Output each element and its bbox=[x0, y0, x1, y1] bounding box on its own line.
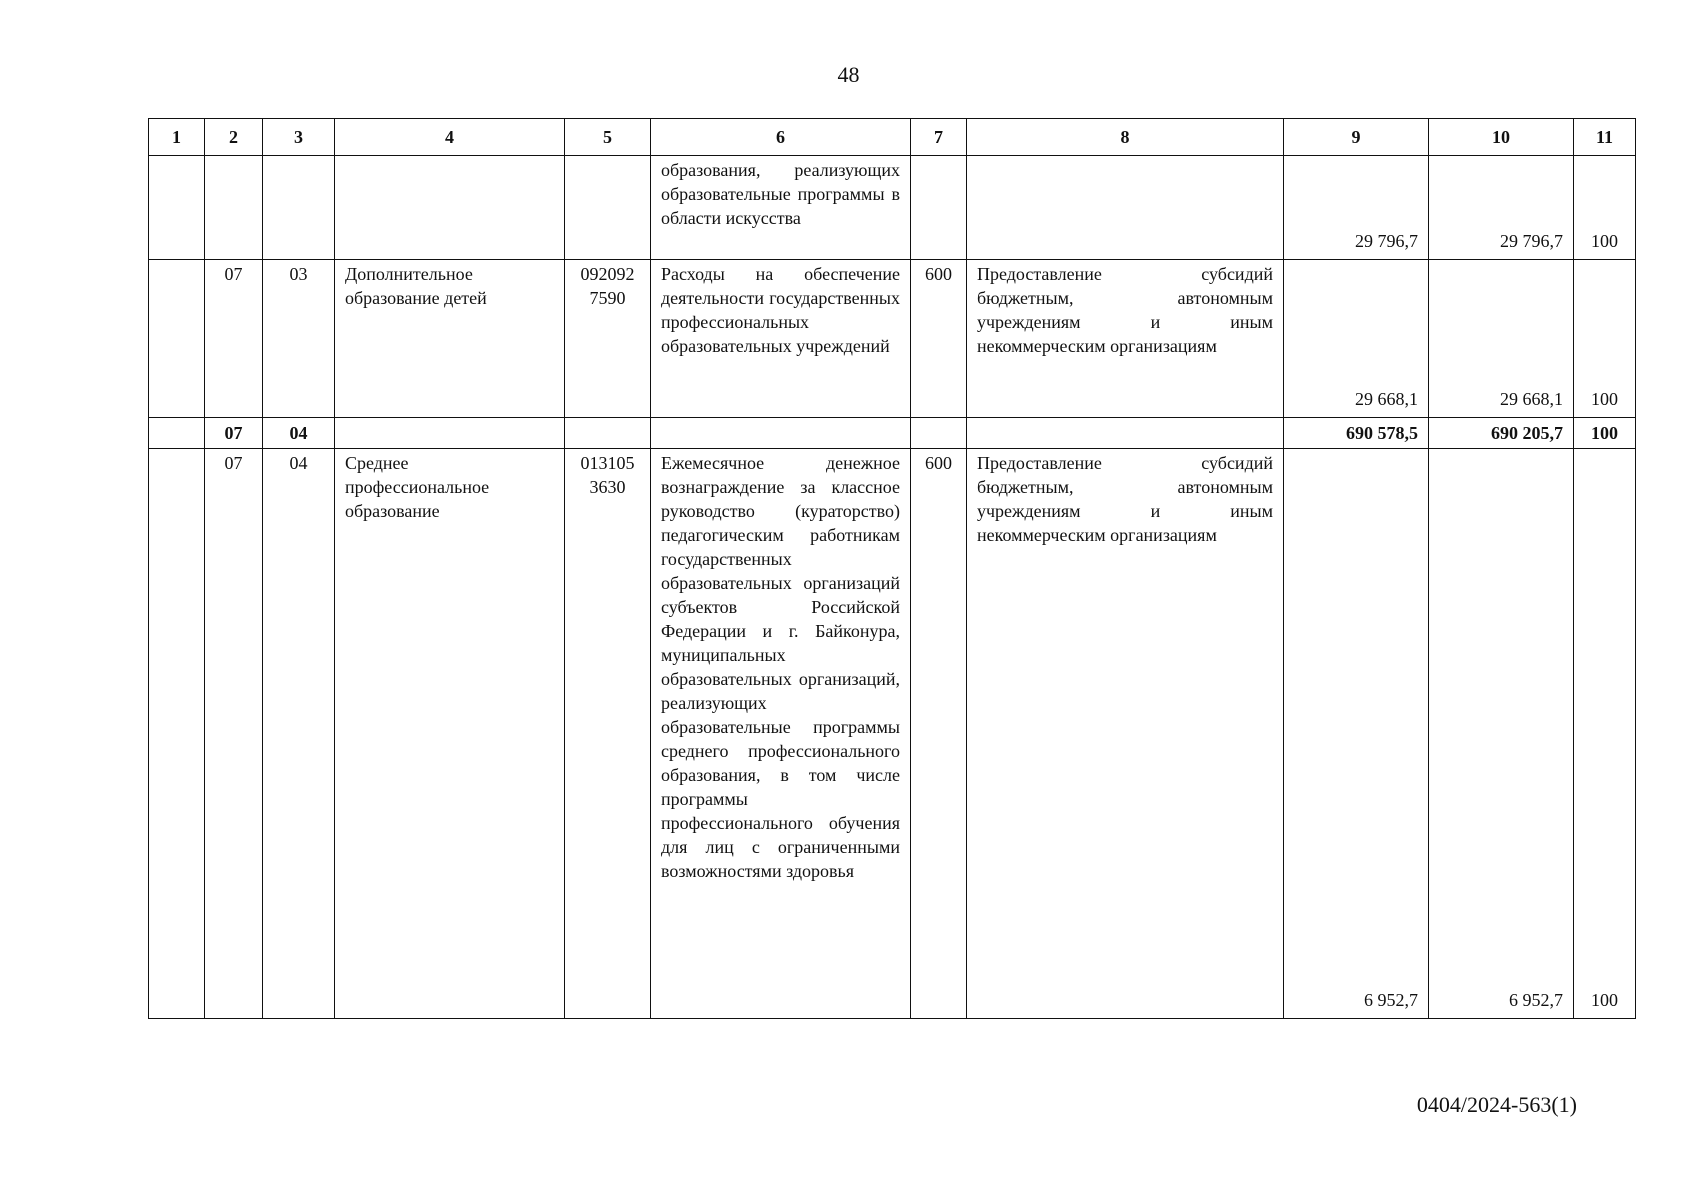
document-id: 0404/2024-563(1) bbox=[1416, 1092, 1577, 1117]
cell-section bbox=[205, 156, 263, 260]
cell-planned-amount: 29 796,7 bbox=[1284, 156, 1429, 260]
cell-expense-type-code bbox=[911, 418, 967, 449]
header-col-11: 11 bbox=[1574, 119, 1636, 156]
cell-target-article bbox=[565, 449, 651, 1019]
budget-table-wrapper bbox=[148, 118, 1635, 1019]
cell-subsection: 04 bbox=[263, 418, 335, 449]
cell-subsection: 04 bbox=[263, 449, 335, 1019]
header-col-2: 2 bbox=[205, 119, 263, 156]
header-col-9: 9 bbox=[1284, 119, 1429, 156]
table-row bbox=[149, 260, 1636, 418]
cell-subsection-name bbox=[335, 156, 565, 260]
page-number: 48 bbox=[837, 62, 860, 87]
target-article-part-2: 3630 bbox=[589, 477, 626, 497]
cell-col-1 bbox=[149, 449, 205, 1019]
cell-percent: 100 bbox=[1574, 418, 1636, 449]
header-col-7: 7 bbox=[911, 119, 967, 156]
cell-planned-amount: 29 668,1 bbox=[1284, 260, 1429, 418]
cell-subsection-name: Дополнительное образование детей bbox=[335, 260, 565, 418]
cell-section: 07 bbox=[205, 418, 263, 449]
header-col-10: 10 bbox=[1429, 119, 1574, 156]
header-col-4: 4 bbox=[335, 119, 565, 156]
cell-expense-type-name bbox=[967, 156, 1284, 260]
cell-col-1 bbox=[149, 156, 205, 260]
cell-col-1 bbox=[149, 260, 205, 418]
budget-table bbox=[148, 118, 1636, 1019]
cell-expense-description bbox=[651, 418, 911, 449]
cell-planned-amount: 690 578,5 bbox=[1284, 418, 1429, 449]
header-row bbox=[149, 119, 1636, 156]
cell-percent: 100 bbox=[1574, 449, 1636, 1019]
cell-actual-amount: 29 668,1 bbox=[1429, 260, 1574, 418]
header-col-6: 6 bbox=[651, 119, 911, 156]
cell-subsection: 03 bbox=[263, 260, 335, 418]
table-row bbox=[149, 156, 1636, 260]
header-col-1: 1 bbox=[149, 119, 205, 156]
target-article-part-1: 013105 bbox=[580, 453, 635, 473]
cell-section: 07 bbox=[205, 449, 263, 1019]
cell-section: 07 bbox=[205, 260, 263, 418]
header-col-3: 3 bbox=[263, 119, 335, 156]
cell-expense-type-name: Предоставление субсидий бюджетным, автономным учреждениям и иным некоммерческим организациям bbox=[967, 449, 1284, 1019]
cell-actual-amount: 690 205,7 bbox=[1429, 418, 1574, 449]
cell-target-article bbox=[565, 156, 651, 260]
cell-expense-description: образования, реализующих образовательные программы в области искусства bbox=[651, 156, 911, 260]
cell-subsection-name: Среднее профессиональное образование bbox=[335, 449, 565, 1019]
cell-col-1 bbox=[149, 418, 205, 449]
header-col-8: 8 bbox=[967, 119, 1284, 156]
cell-percent: 100 bbox=[1574, 156, 1636, 260]
cell-expense-description: Ежемесячное денежное вознаграждение за классное руководство (кураторство) педагогическим работникам государственных образовательных организаций субъектов Российской Федерации и г. Байконура, муниципальных образовательных организаций, реализующих образовательные программы среднего профессионального образования, в том числе программы профессионального обучения для лиц с ограниченными возможностями здоровья bbox=[651, 449, 911, 1019]
table-row bbox=[149, 449, 1636, 1019]
cell-percent: 100 bbox=[1574, 260, 1636, 418]
cell-planned-amount: 6 952,7 bbox=[1284, 449, 1429, 1019]
header-col-5: 5 bbox=[565, 119, 651, 156]
cell-expense-type-code: 600 bbox=[911, 260, 967, 418]
cell-subsection-name bbox=[335, 418, 565, 449]
cell-expense-type-code bbox=[911, 156, 967, 260]
cell-expense-type-name: Предоставление субсидий бюджетным, автономным учреждениям и иным некоммерческим организациям bbox=[967, 260, 1284, 418]
cell-expense-description: Расходы на обеспечение деятельности государственных профессиональных образовательных учреждений bbox=[651, 260, 911, 418]
cell-target-article bbox=[565, 418, 651, 449]
target-article-part-2: 7590 bbox=[589, 288, 626, 308]
cell-expense-type-code: 600 bbox=[911, 449, 967, 1019]
subtotal-row bbox=[149, 418, 1636, 449]
cell-expense-type-name bbox=[967, 418, 1284, 449]
target-article-part-1: 092092 bbox=[580, 264, 635, 284]
cell-subsection bbox=[263, 156, 335, 260]
cell-target-article bbox=[565, 260, 651, 418]
cell-actual-amount: 29 796,7 bbox=[1429, 156, 1574, 260]
cell-actual-amount: 6 952,7 bbox=[1429, 449, 1574, 1019]
